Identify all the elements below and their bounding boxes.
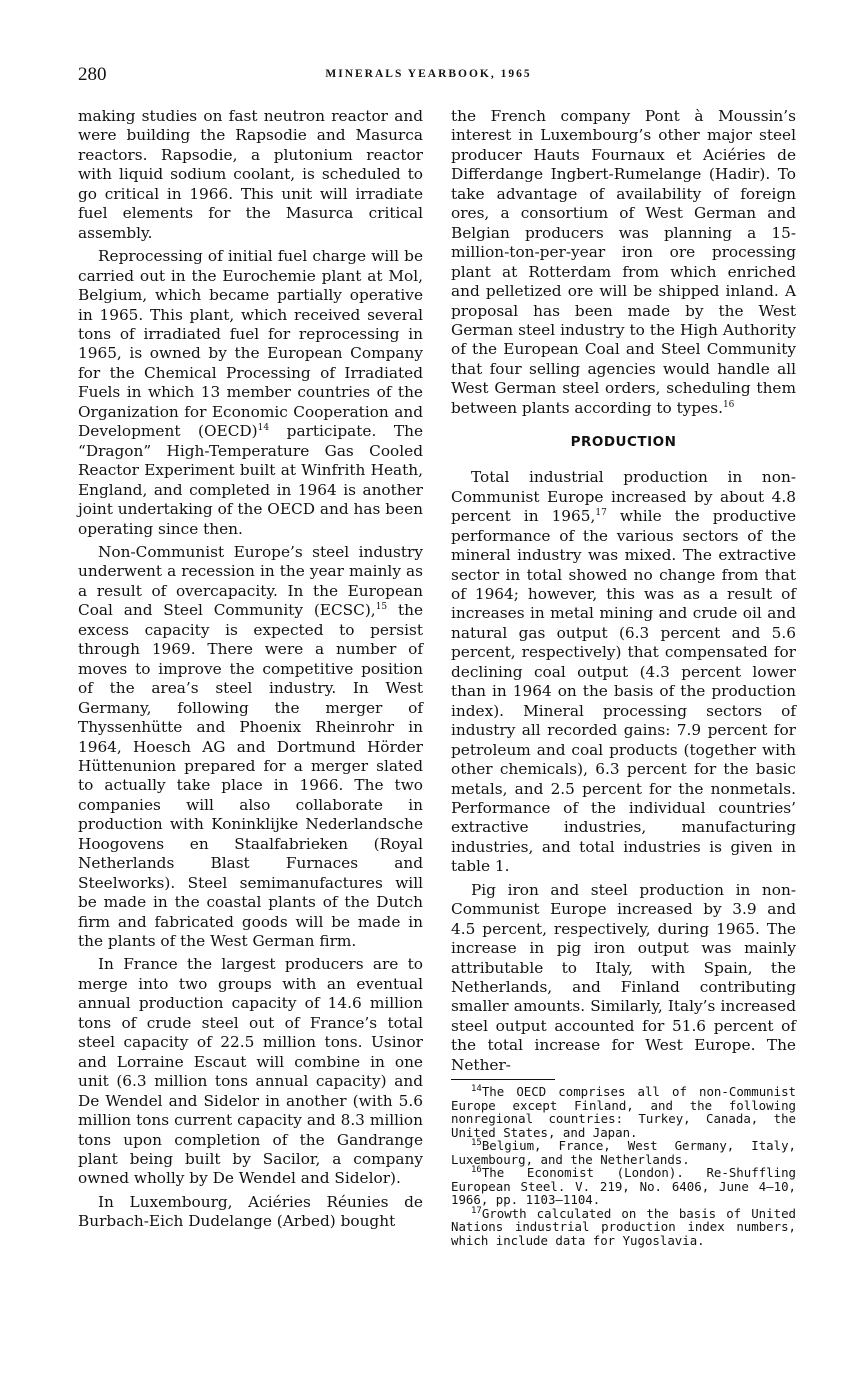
paragraph-text: the French company Pont à Moussin’s interest in Luxembourg’s other major steel producer Hauts Fournaux et Aciéries de Differdange Ingbert-Rumelange (Hadir). To take advantage of availability of foreign ores, a consortium of West German and Belgian producers was planning a 15-million-ton-per-year iron ore processing plant at Rotterdam from which enriched and pelletized ore will be shipped inland. A proposal has been made by the West German steel industry to the High Authority of the European Coal and Steel Community that four selling agencies would handle all West German steel orders, scheduling them between plants according to types. [451,107,796,417]
paragraph-text: Reprocessing of initial fuel charge will be carried out in the Eurochemie plant at Mol, Belgium, which became partially operative in 1965. This plant, which received several tons of irradiated fuel for reprocessing in 1965, is owned by the European Company for the Chemical Processing of Irradiated Fuels in which 13 member countries of the Organization for Economic Cooperation and Development (OECD) [78,247,423,441]
left-column [78,107,423,1236]
footnote-number: 15 [471,1138,482,1149]
footnote-text: The Economist (London). Re-Shuffling European Steel. V. 219, No. 6406, June 4–10, 1966, pp. 1103–1104. [451,1165,796,1208]
footnote [451,1085,796,1139]
footnotes [451,1085,796,1247]
footnote-ref: 17 [595,508,607,519]
footnote [451,1207,796,1248]
paragraph-text: while the productive performance of the various sectors of the mineral industry was mixed. The extractive sector in total showed no change from that of 1964; however, this was as a result of increases in metal mining and crude oil and natural gas output (6.3 percent and 5.6 percent, respectively) that compensated for declining coal output (4.3 percent lower than in 1964 on the basis of the production index). Mineral processing sectors of industry all recorded gains: 7.9 percent for petroleum and coal products (together with other chemicals), 6.3 percent for the basic metals, and 2.5 percent for the nonmetals. Performance of the individual countries’ extractive industries, manufacturing industries, and total industries is given in table 1. [451,507,796,876]
footnote-text: The OECD comprises all of non-Communist Europe except Finland, and the following nonregional countries: Turkey, Canada, the United States, and Japan. [451,1084,796,1140]
body-paragraph: Pig iron and steel production in non-Communist Europe increased by 3.9 and 4.5 percent, respectively, during 1965. The increase in pig iron output was mainly attributable to Italy, with Spain, the Netherlands, and Finland contributing smaller amounts. Similarly, Italy’s increased steel output accounted for 51.6 percent of the total increase for West Europe. The Nether- [451,880,796,1074]
paragraph-text: Non-Communist Europe’s steel industry underwent a recession in the year mainly as a result of overcapacity. In the European Coal and Steel Community (ECSC), [78,542,423,620]
footnote-number: 14 [471,1084,482,1095]
footnote-number: 16 [471,1165,482,1176]
paragraph-text: participate. The “Dragon” High-Temperature Gas Cooled Reactor Experiment built at Winfrith Heath, England, and completed in 1964 is another joint undertaking of the OECD and has been operating since then. [78,422,424,538]
section-heading: PRODUCTION [570,434,677,451]
footnote-divider [451,1079,555,1080]
footnote-ref: 14 [257,423,270,434]
body-paragraph: In France the largest producers are to merge into two groups with an eventual annual production capacity of 14.6 million tons of crude steel out of France’s total steel capacity of 22.5 million tons. Usinor and Lorraine Escaut will combine in one unit (6.3 million tons annual capacity) and De Wendel and Sidelor in another (with 5.6 million tons current capacity and 8.3 million tons upon completion of the Gandrange plant being built by Sacilor, a company owned wholly by De Wendel and Sidelor). [78,955,423,1188]
page-number: 280 [78,64,107,85]
body-paragraph [451,468,796,877]
body-paragraph [78,247,423,539]
footnote-ref: 15 [375,602,388,613]
body-paragraph: In Luxembourg, Aciéries Réunies de Burbach-Eich Dudelange (Arbed) bought [78,1192,423,1231]
footnote [451,1166,796,1207]
footnote-text: Belgium, France, West Germany, Italy, Luxembourg, and the Netherlands. [451,1138,796,1167]
footnote-text: Growth calculated on the basis of United Nations industrial production index numbers, which include data for Yugoslavia. [451,1205,796,1248]
body-paragraph [451,107,796,418]
right-column [451,107,796,1247]
footnote [451,1139,796,1166]
footnote-ref: 16 [722,399,735,410]
paragraph-text: Total industrial production in non-Communist Europe increased by about 4.8 percent in 1965, [451,468,796,526]
running-title: MINERALS YEARBOOK, 1965 [325,68,532,80]
body-paragraph [78,543,423,952]
paragraph-text: the excess capacity is expected to persist through 1969. There were a number of moves to improve the competitive position of the area’s steel industry. In West Germany, following the merger of Thyssenhütte and Phoenix Rheinrohr in 1964, Hoesch AG and Dortmund Hörder Hüttenunion prepared for a merger slated to actually take place in 1966. The two companies will also collaborate in production with Koninklijke Nederlandsche Hoogovens en Staalfabrieken (Royal Netherlands Blast Furnaces and Steelworks). Steel semimanufactures will be made in the coastal plants of the Dutch firm and fabricated goods will be made in the plants of the West German firm. [78,601,423,951]
body-paragraph: making studies on fast neutron reactor and were building the Rapsodie and Masurca reactors. Rapsodie, a plutonium reactor with liquid sodium coolant, is scheduled to go critical in 1966. This unit will irradiate fuel elements for the Masurca critical assembly. [78,107,423,242]
footnote-number: 17 [471,1205,482,1216]
